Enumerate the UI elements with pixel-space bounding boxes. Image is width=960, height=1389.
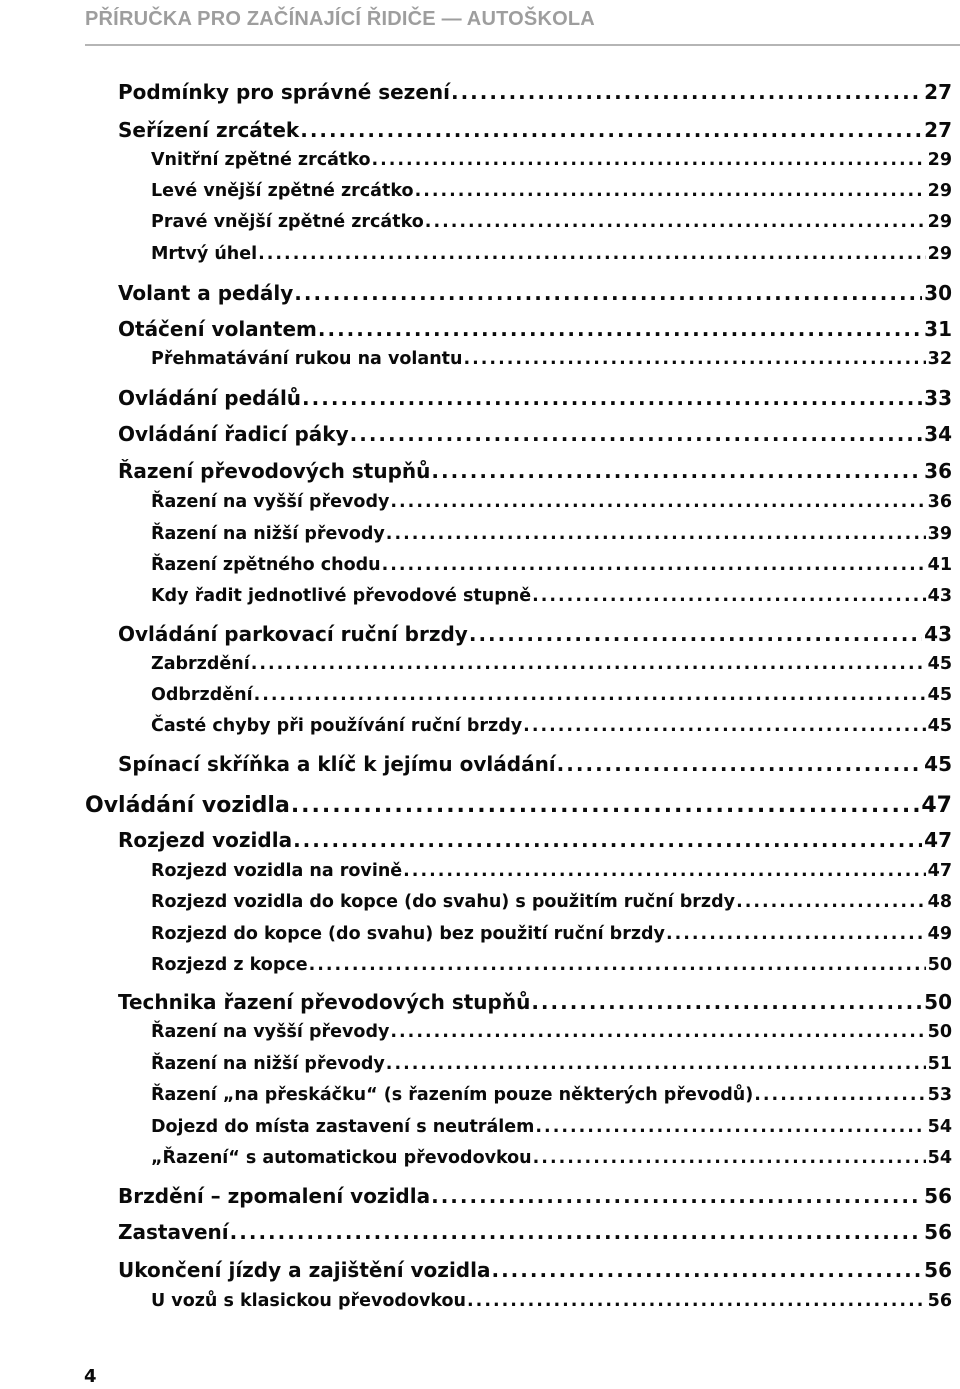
toc-entry[interactable] [151,861,952,881]
toc-entry-title: Přehmatávání rukou na volantu [151,349,463,369]
dot-leader [386,524,926,544]
dot-leader [415,181,926,201]
toc-entry[interactable] [118,1258,952,1282]
toc-entry[interactable] [118,828,952,852]
toc-entry-title: Časté chyby při používání ruční brzdy [151,716,523,736]
toc-entry-title: Otáčení volantem [118,317,317,341]
toc-entry[interactable] [118,1184,952,1208]
toc-entry-page: 45 [927,685,952,705]
toc-entry-page: 32 [927,349,952,369]
toc-entry-title: Levé vnější zpětné zrcátko [151,181,414,201]
toc-entry-page: 47 [927,861,952,881]
dot-leader [451,80,922,104]
toc-entry-page: 50 [927,1022,952,1042]
toc-entry-title: Volant a pedály [118,281,294,305]
toc-entry-title: Ovládání řadicí páky [118,422,349,446]
toc-entry[interactable] [151,524,952,544]
dot-leader [403,861,925,881]
toc-entry-page: 36 [924,459,952,483]
toc-entry-page: 30 [924,281,952,305]
toc-entry[interactable] [118,386,952,410]
toc-entry[interactable] [151,212,952,232]
toc-entry-page: 54 [927,1148,952,1168]
dot-leader [386,1054,926,1074]
toc-entry[interactable] [151,1054,952,1074]
toc-entry[interactable] [118,622,952,646]
toc-entry-title: Rozjezd z kopce [151,955,308,975]
toc-entry[interactable] [151,716,952,736]
toc-entry-page: 47 [924,828,952,852]
dot-leader [532,586,926,606]
toc-entry-page: 56 [924,1220,952,1244]
toc-entry-page: 41 [927,555,952,575]
toc-entry-title: Řazení na vyšší převody [151,1022,390,1042]
dot-leader [294,281,922,305]
toc-entry-page: 31 [924,317,952,341]
dot-leader [531,990,922,1014]
dot-leader [371,150,925,170]
toc-entry[interactable] [151,1085,952,1105]
dot-leader [350,422,923,446]
toc-entry-page: 49 [927,924,952,944]
toc-entry[interactable] [151,492,952,512]
toc-entry-page: 29 [927,150,952,170]
toc-entry-page: 45 [927,654,952,674]
toc-entry[interactable] [151,654,952,674]
dot-leader [754,1085,925,1105]
toc-entry[interactable] [151,1291,952,1311]
dot-leader [557,752,922,776]
toc-entry[interactable] [118,317,952,341]
toc-entry-page: 29 [927,212,952,232]
dot-leader [666,924,926,944]
toc-entry-title: Ukončení jízdy a zajištění vozidla [118,1258,491,1282]
toc-entry[interactable] [151,685,952,705]
toc-entry-title: Seřízení zrcátek [118,118,300,142]
toc-entry-title: Odbrzdění [151,685,253,705]
toc-entry-title: Ovládání parkovací ruční brzdy [118,622,468,646]
toc-entry-title: Technika řazení převodových stupňů [118,990,531,1014]
toc-entry-page: 50 [927,955,952,975]
dot-leader [467,1291,926,1311]
toc-entry-title: Zabrzdění [151,654,250,674]
dot-leader [469,622,922,646]
dot-leader [431,1184,922,1208]
toc-entry-title: „Řazení“ s automatickou převodovkou [151,1148,532,1168]
dot-leader [390,1022,925,1042]
dot-leader [293,828,922,852]
toc-entry-title: Mrtvý úhel [151,244,258,264]
toc-entry-title: U vozů s klasickou převodovkou [151,1291,467,1311]
toc-entry[interactable] [151,349,952,369]
toc-entry[interactable] [118,80,952,104]
toc-entry[interactable] [151,150,952,170]
dot-leader [736,892,926,912]
dot-leader [302,386,922,410]
toc-entry-title: Řazení na vyšší převody [151,492,390,512]
dot-leader [533,1148,926,1168]
toc-entry-title: Brzdění – zpomalení vozidla [118,1184,431,1208]
toc-entry-title: Řazení zpětného chodu [151,555,381,575]
toc-entry[interactable] [85,793,952,818]
toc-entry-title: Pravé vnější zpětné zrcátko [151,212,424,232]
toc-entry-title: Ovládání pedálů [118,386,302,410]
toc-entry[interactable] [151,555,952,575]
dot-leader [382,555,926,575]
toc-entry[interactable] [118,118,952,142]
toc-entry-page: 47 [921,793,952,818]
running-header: PŘÍRUČKA PRO ZAČÍNAJÍCÍ ŘIDIČE — AUTOŠKOLA [85,8,595,30]
toc-entry-title: Řazení na nižší převody [151,1054,385,1074]
toc-entry-page: 43 [924,622,952,646]
toc-entry-title: Vnitřní zpětné zrcátko [151,150,371,170]
toc-entry-page: 54 [927,1117,952,1137]
toc-entry-page: 50 [924,990,952,1014]
toc-entry-title: Řazení „na přeskáčku“ (s řazením pouze některých převodů) [151,1085,754,1105]
toc-entry-page: 27 [924,80,952,104]
dot-leader [309,955,926,975]
toc-entry-title: Řazení na nižší převody [151,524,385,544]
toc-entry-title: Dojezd do místa zastavení s neutrálem [151,1117,535,1137]
toc-entry[interactable] [118,422,952,446]
toc-entry[interactable] [151,955,952,975]
dot-leader [463,349,925,369]
toc-entry-title: Rozjezd vozidla do kopce (do svahu) s použitím ruční brzdy [151,892,736,912]
toc-entry[interactable] [118,752,952,776]
dot-leader [390,492,925,512]
toc-entry-page: 51 [927,1054,952,1074]
toc-entry[interactable] [118,990,952,1014]
toc-entry-title: Ovládání vozidla [85,793,290,818]
toc-entry-page: 29 [927,244,952,264]
toc-entry-title: Kdy řadit jednotlivé převodové stupně [151,586,532,606]
toc-entry-page: 43 [927,586,952,606]
toc-entry-title: Podmínky pro správné sezení [118,80,450,104]
page-number: 4 [84,1366,97,1387]
toc-entry-page: 48 [927,892,952,912]
toc-entry[interactable] [151,1117,952,1137]
toc-entry-page: 27 [924,118,952,142]
toc-entry-title: Zastavení [118,1220,229,1244]
toc-entry[interactable] [151,181,952,201]
toc-entry-page: 39 [927,524,952,544]
toc-entry-page: 33 [924,386,952,410]
toc-entry-title: Spínací skříňka a klíč k jejímu ovládání [118,752,556,776]
toc-entry[interactable] [151,1148,952,1168]
dot-leader [230,1220,923,1244]
toc-entry-page: 56 [924,1184,952,1208]
toc-entry[interactable] [151,1022,952,1042]
dot-leader [291,793,920,818]
toc-entry-title: Rozjezd vozidla na rovině [151,861,403,881]
toc-entry-page: 34 [924,422,952,446]
toc-entry-page: 45 [927,716,952,736]
toc-entry-page: 36 [927,492,952,512]
toc-entry-page: 56 [924,1258,952,1282]
dot-leader [431,459,922,483]
dot-leader [535,1117,925,1137]
toc-entry[interactable] [151,924,952,944]
toc-entry-title: Rozjezd do kopce (do svahu) bez použití ruční brzdy [151,924,665,944]
toc-entry-title: Řazení převodových stupňů [118,459,431,483]
toc-entry[interactable] [151,586,952,606]
toc-entry[interactable] [118,459,952,483]
toc-entry[interactable] [151,244,952,264]
toc-entry-page: 45 [924,752,952,776]
dot-leader [491,1258,922,1282]
dot-leader [523,716,925,736]
toc-entry-page: 56 [927,1291,952,1311]
dot-leader [251,654,926,674]
toc-entry-page: 29 [927,181,952,201]
toc-entry-title: Rozjezd vozidla [118,828,293,852]
dot-leader [318,317,922,341]
toc-entry[interactable] [118,1220,952,1244]
dot-leader [258,244,926,264]
dot-leader [425,212,926,232]
dot-leader [300,118,922,142]
toc-entry[interactable] [151,892,952,912]
toc-entry-page: 53 [927,1085,952,1105]
toc-entry[interactable] [118,281,952,305]
dot-leader [254,685,926,705]
